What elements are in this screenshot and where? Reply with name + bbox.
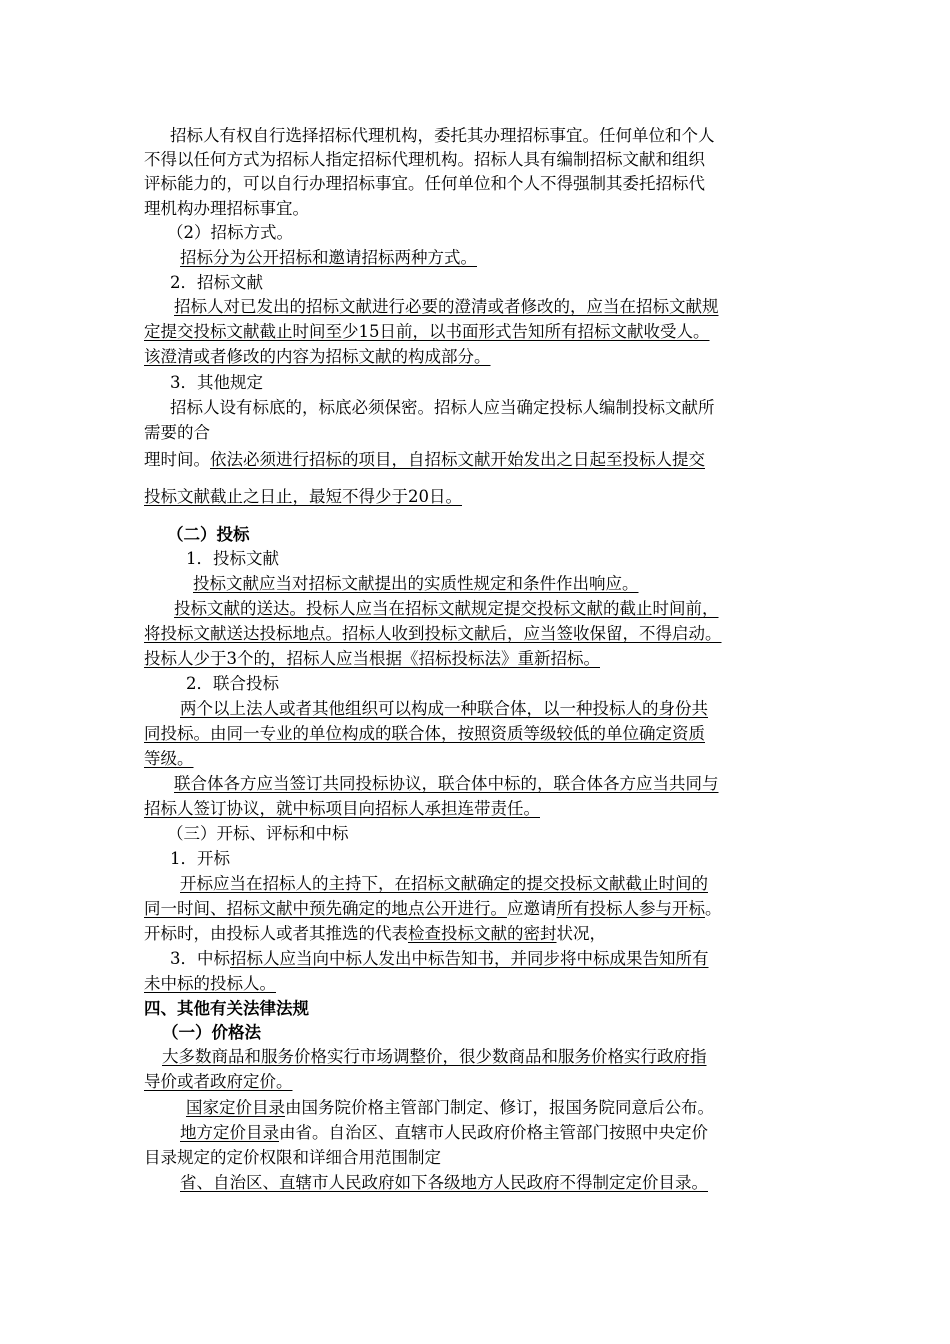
paragraph-line: 大多数商品和服务价格实行市场调整价，很少数商品和服务价格实行政府指: [162, 1047, 707, 1066]
paragraph-line: 省、自治区、直辖市人民政府如下各级地方人民政府不得制定定价目录。: [180, 1173, 708, 1192]
paragraph-line: 招标分为公开招标和邀请招标两种方式。: [180, 248, 477, 267]
section-heading: 2．招标文献: [170, 273, 263, 292]
paragraph-line: 理时间。依法必须进行招标的项目，自招标文献开始发出之日起至投标人提交: [144, 450, 705, 469]
section-heading: （三）开标、评标和中标: [167, 824, 349, 843]
section-heading: 1．开标: [170, 849, 230, 868]
paragraph-line: 地方定价目录由省。自治区、直辖市人民政府价格主管部门按照中央定价: [180, 1123, 708, 1142]
paragraph-line: 招标人签订协议，就中标项目向招标人承担连带责任。: [144, 799, 540, 818]
section-heading: （2）招标方式。: [167, 223, 293, 242]
paragraph-line: 投标文献应当对招标文献提出的实质性规定和条件作出响应。: [193, 574, 639, 593]
paragraph-line: 投标文献截止之日止，最短不得少于20日。: [144, 487, 462, 506]
paragraph-line: 需要的合: [144, 423, 210, 442]
paragraph-line: 联合体各方应当签订共同投标协议，联合体中标的，联合体各方应当共同与: [174, 774, 719, 793]
paragraph-line: 同一时间、招标文献中预先确定的地点公开进行。应邀请所有投标人参与开标。: [144, 899, 722, 918]
section-heading: 1．投标文献: [186, 549, 279, 568]
paragraph-line: 理机构办理招标事宜。: [144, 199, 309, 218]
paragraph-line: 投标人少于3个的，招标人应当根据《招标投标法》重新招标。: [144, 649, 600, 668]
paragraph-line: 目录规定的定价权限和详细合用范围制定: [144, 1148, 441, 1167]
paragraph-line: 投标文献的送达。投标人应当在招标文献规定提交投标文献的截止时间前，: [174, 599, 719, 618]
paragraph-line: 定提交投标文献截止时间至少15日前，以书面形式告知所有招标文献收受人。: [144, 322, 710, 341]
paragraph-line: 评标能力的，可以自行办理招标事宜。任何单位和个人不得强制其委托招标代: [144, 174, 705, 193]
paragraph-line: 将投标文献送达投标地点。招标人收到投标文献后，应当签收保留，不得启动。: [144, 624, 722, 643]
paragraph-line: 等级。: [144, 749, 194, 768]
paragraph-line: 3．中标招标人应当向中标人发出中标告知书，并同步将中标成果告知所有: [170, 949, 709, 968]
paragraph-line: 开标应当在招标人的主持下，在招标文献确定的提交投标文献截止时间的: [180, 874, 708, 893]
paragraph-line: 招标人有权自行选择招标代理机构，委托其办理招标事宜。任何单位和个人: [170, 126, 715, 145]
section-heading: 3．其他规定: [170, 373, 263, 392]
paragraph-line: 招标人设有标底的，标底必须保密。招标人应当确定投标人编制投标文献所: [170, 398, 715, 417]
section-heading: （一）价格法: [162, 1023, 261, 1042]
chapter-heading: 四、其他有关法律法规: [144, 999, 309, 1018]
paragraph-line: 不得以任何方式为招标人指定招标代理机构。招标人具有编制招标文献和组织: [144, 150, 705, 169]
paragraph-line: 招标人对已发出的招标文献进行必要的澄清或者修改的，应当在招标文献规: [174, 297, 719, 316]
paragraph-line: 开标时，由投标人或者其推选的代表检查投标文献的密封状况，: [144, 924, 606, 943]
paragraph-line: 导价或者政府定价。: [144, 1072, 293, 1091]
paragraph-line: 两个以上法人或者其他组织可以构成一种联合体，以一种投标人的身份共: [180, 699, 708, 718]
paragraph-line: 未中标的投标人。: [144, 974, 276, 993]
paragraph-line: 同投标。由同一专业的单位构成的联合体，按照资质等级较低的单位确定资质: [144, 724, 705, 743]
paragraph-line: 国家定价目录由国务院价格主管部门制定、修订，报国务院同意后公布。: [186, 1098, 714, 1117]
section-heading: 2．联合投标: [186, 674, 279, 693]
paragraph-line: 该澄清或者修改的内容为招标文献的构成部分。: [144, 347, 491, 366]
section-heading: （二）投标: [167, 525, 250, 544]
